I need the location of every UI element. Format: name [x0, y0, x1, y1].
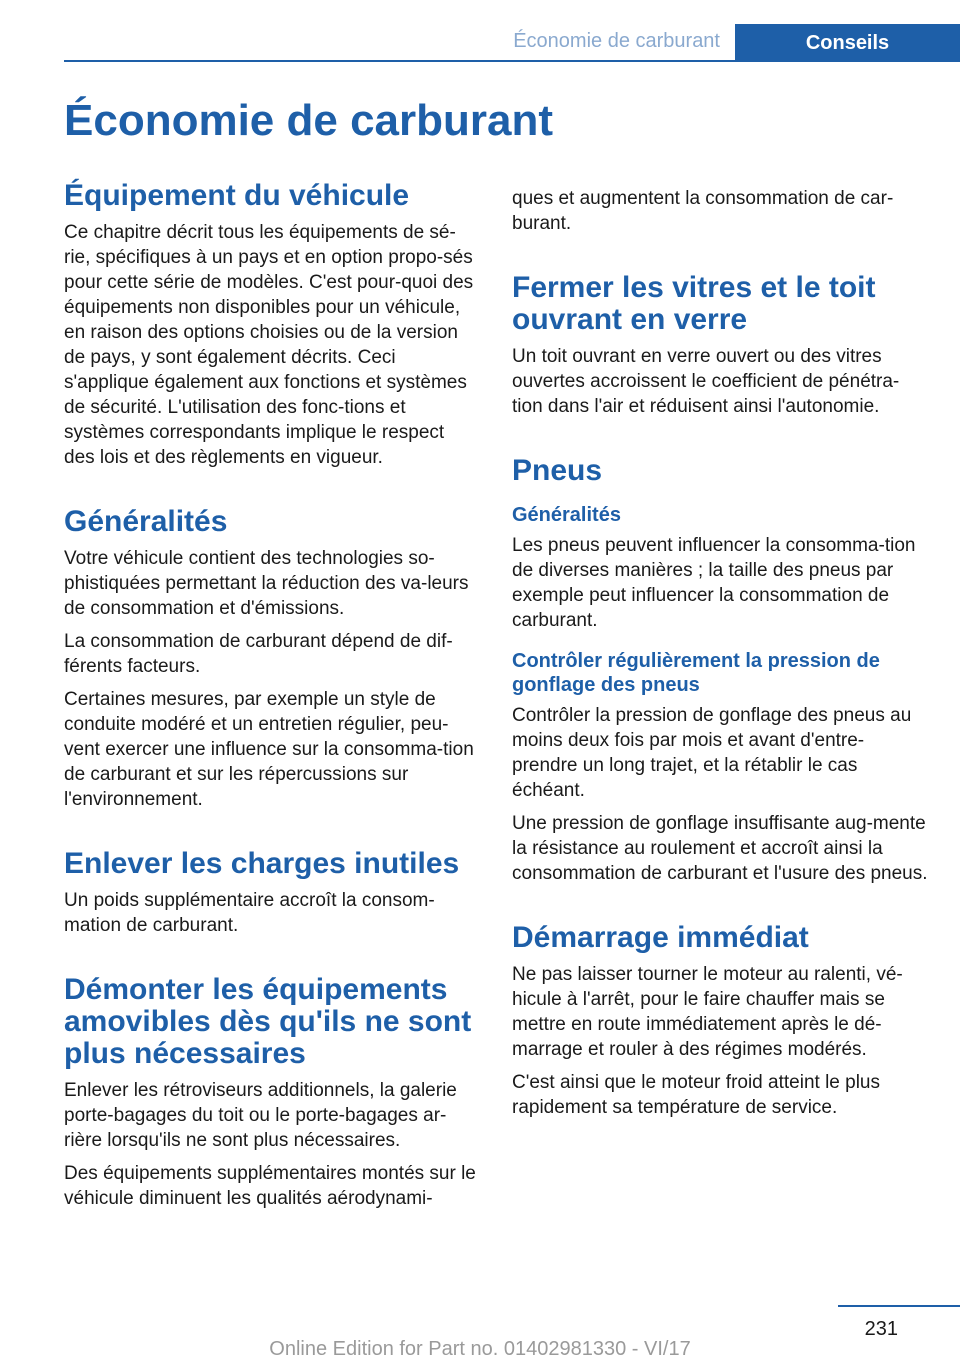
paragraph: Une pression de gonflage insuffisante aug-mente la résistance au roulement et accroît ainsi la consommation de carburant et l'usure des pneus.: [512, 813, 928, 884]
paragraph: Un poids supplémentaire accroît la consom-mation de carburant.: [64, 890, 435, 936]
paragraph: Ne pas laisser tourner le moteur au ralenti, vé-hicule à l'arrêt, pour le faire chauffer mais se mettre en route immédiatement après le dé-marrage et rouler à des régimes modérés.: [512, 964, 903, 1060]
paragraph-continued: ques et augmentent la consommation de car-burant.: [512, 188, 894, 234]
paragraph: Ce chapitre décrit tous les équipements de sé-rie, spécifiques à un pays et en option propo-sés pour cette série de modèles. C'est pour-quoi des équipements non disponibles pour un véhicule, en raison des options choisies ou de la version de pays, y sont également décrits. Ceci s'applique également aux fonctions et systèmes de sécurité. L'utilisation des fonc-tions et systèmes correspondants implique le respect des lois et des règlements en vigueur.: [64, 222, 474, 468]
paragraph: Certaines mesures, par exemple un style de conduite modéré et un entretien régulier, peu-vent exercer une influence sur la consomma-tion de carburant et sur les répercussions sur l'environnement.: [64, 689, 474, 810]
header-section-label: Économie de carburant: [513, 30, 720, 52]
paragraph: Un toit ouvrant en verre ouvert ou des vitres ouvertes accroissent le coefficient de pénétra-tion dans l'air et réduisent ainsi l'autonomie.: [512, 346, 900, 417]
paragraph: Contrôler la pression de gonflage des pneus au moins deux fois par mois et avant d'entre-prendre un long trajet, et la rétablir le cas échéant.: [512, 705, 912, 801]
right-column: [512, 186, 928, 1128]
footer-edition: Online Edition for Part no. 01402981330 - VI/17: [269, 1338, 691, 1360]
heading-vitres-toit: Fermer les vitres et le toit ouvrant en verre: [512, 271, 876, 336]
footer-rule: [838, 1305, 960, 1307]
heading-equipements-amovibles: Démonter les équipements amovibles dès qu'ils ne sont plus nécessaires: [64, 973, 472, 1070]
paragraph: Les pneus peuvent influencer la consomma-tion de diverses manières ; la taille des pneus par exemple peut influencer la consommation de carburant.: [512, 535, 916, 631]
page-title: Économie de carburant: [64, 96, 554, 145]
paragraph: La consommation de carburant dépend de dif-férents facteurs.: [64, 631, 453, 677]
heading-demarrage: Démarrage immédiat: [512, 921, 809, 954]
paragraph: Votre véhicule contient des technologies so-phistiquées permettant la réduction des va-leurs de consommation et d'émissions.: [64, 548, 469, 619]
heading-generalites: Généralités: [64, 505, 228, 538]
page-number: 231: [864, 1318, 898, 1340]
paragraph: Des équipements supplémentaires montés sur le véhicule diminuent les qualités aérodynami-: [64, 1163, 476, 1209]
heading-equipement: Équipement du véhicule: [64, 179, 410, 212]
subheading-pression: Contrôler régulièrement la pression de gonflage des pneus: [512, 650, 880, 696]
heading-pneus: Pneus: [512, 454, 603, 487]
paragraph: Enlever les rétroviseurs additionnels, la galerie porte-bagages du toit ou le porte-bagages ar-rière lorsqu'ils ne sont plus nécessaires.: [64, 1080, 457, 1151]
subheading-generalites: Généralités: [512, 504, 621, 526]
header-tab-conseils: Conseils: [735, 24, 960, 62]
left-column: [64, 180, 480, 1219]
heading-charges-inutiles: Enlever les charges inutiles: [64, 847, 460, 880]
paragraph: C'est ainsi que le moteur froid atteint le plus rapidement sa température de service.: [512, 1072, 880, 1118]
